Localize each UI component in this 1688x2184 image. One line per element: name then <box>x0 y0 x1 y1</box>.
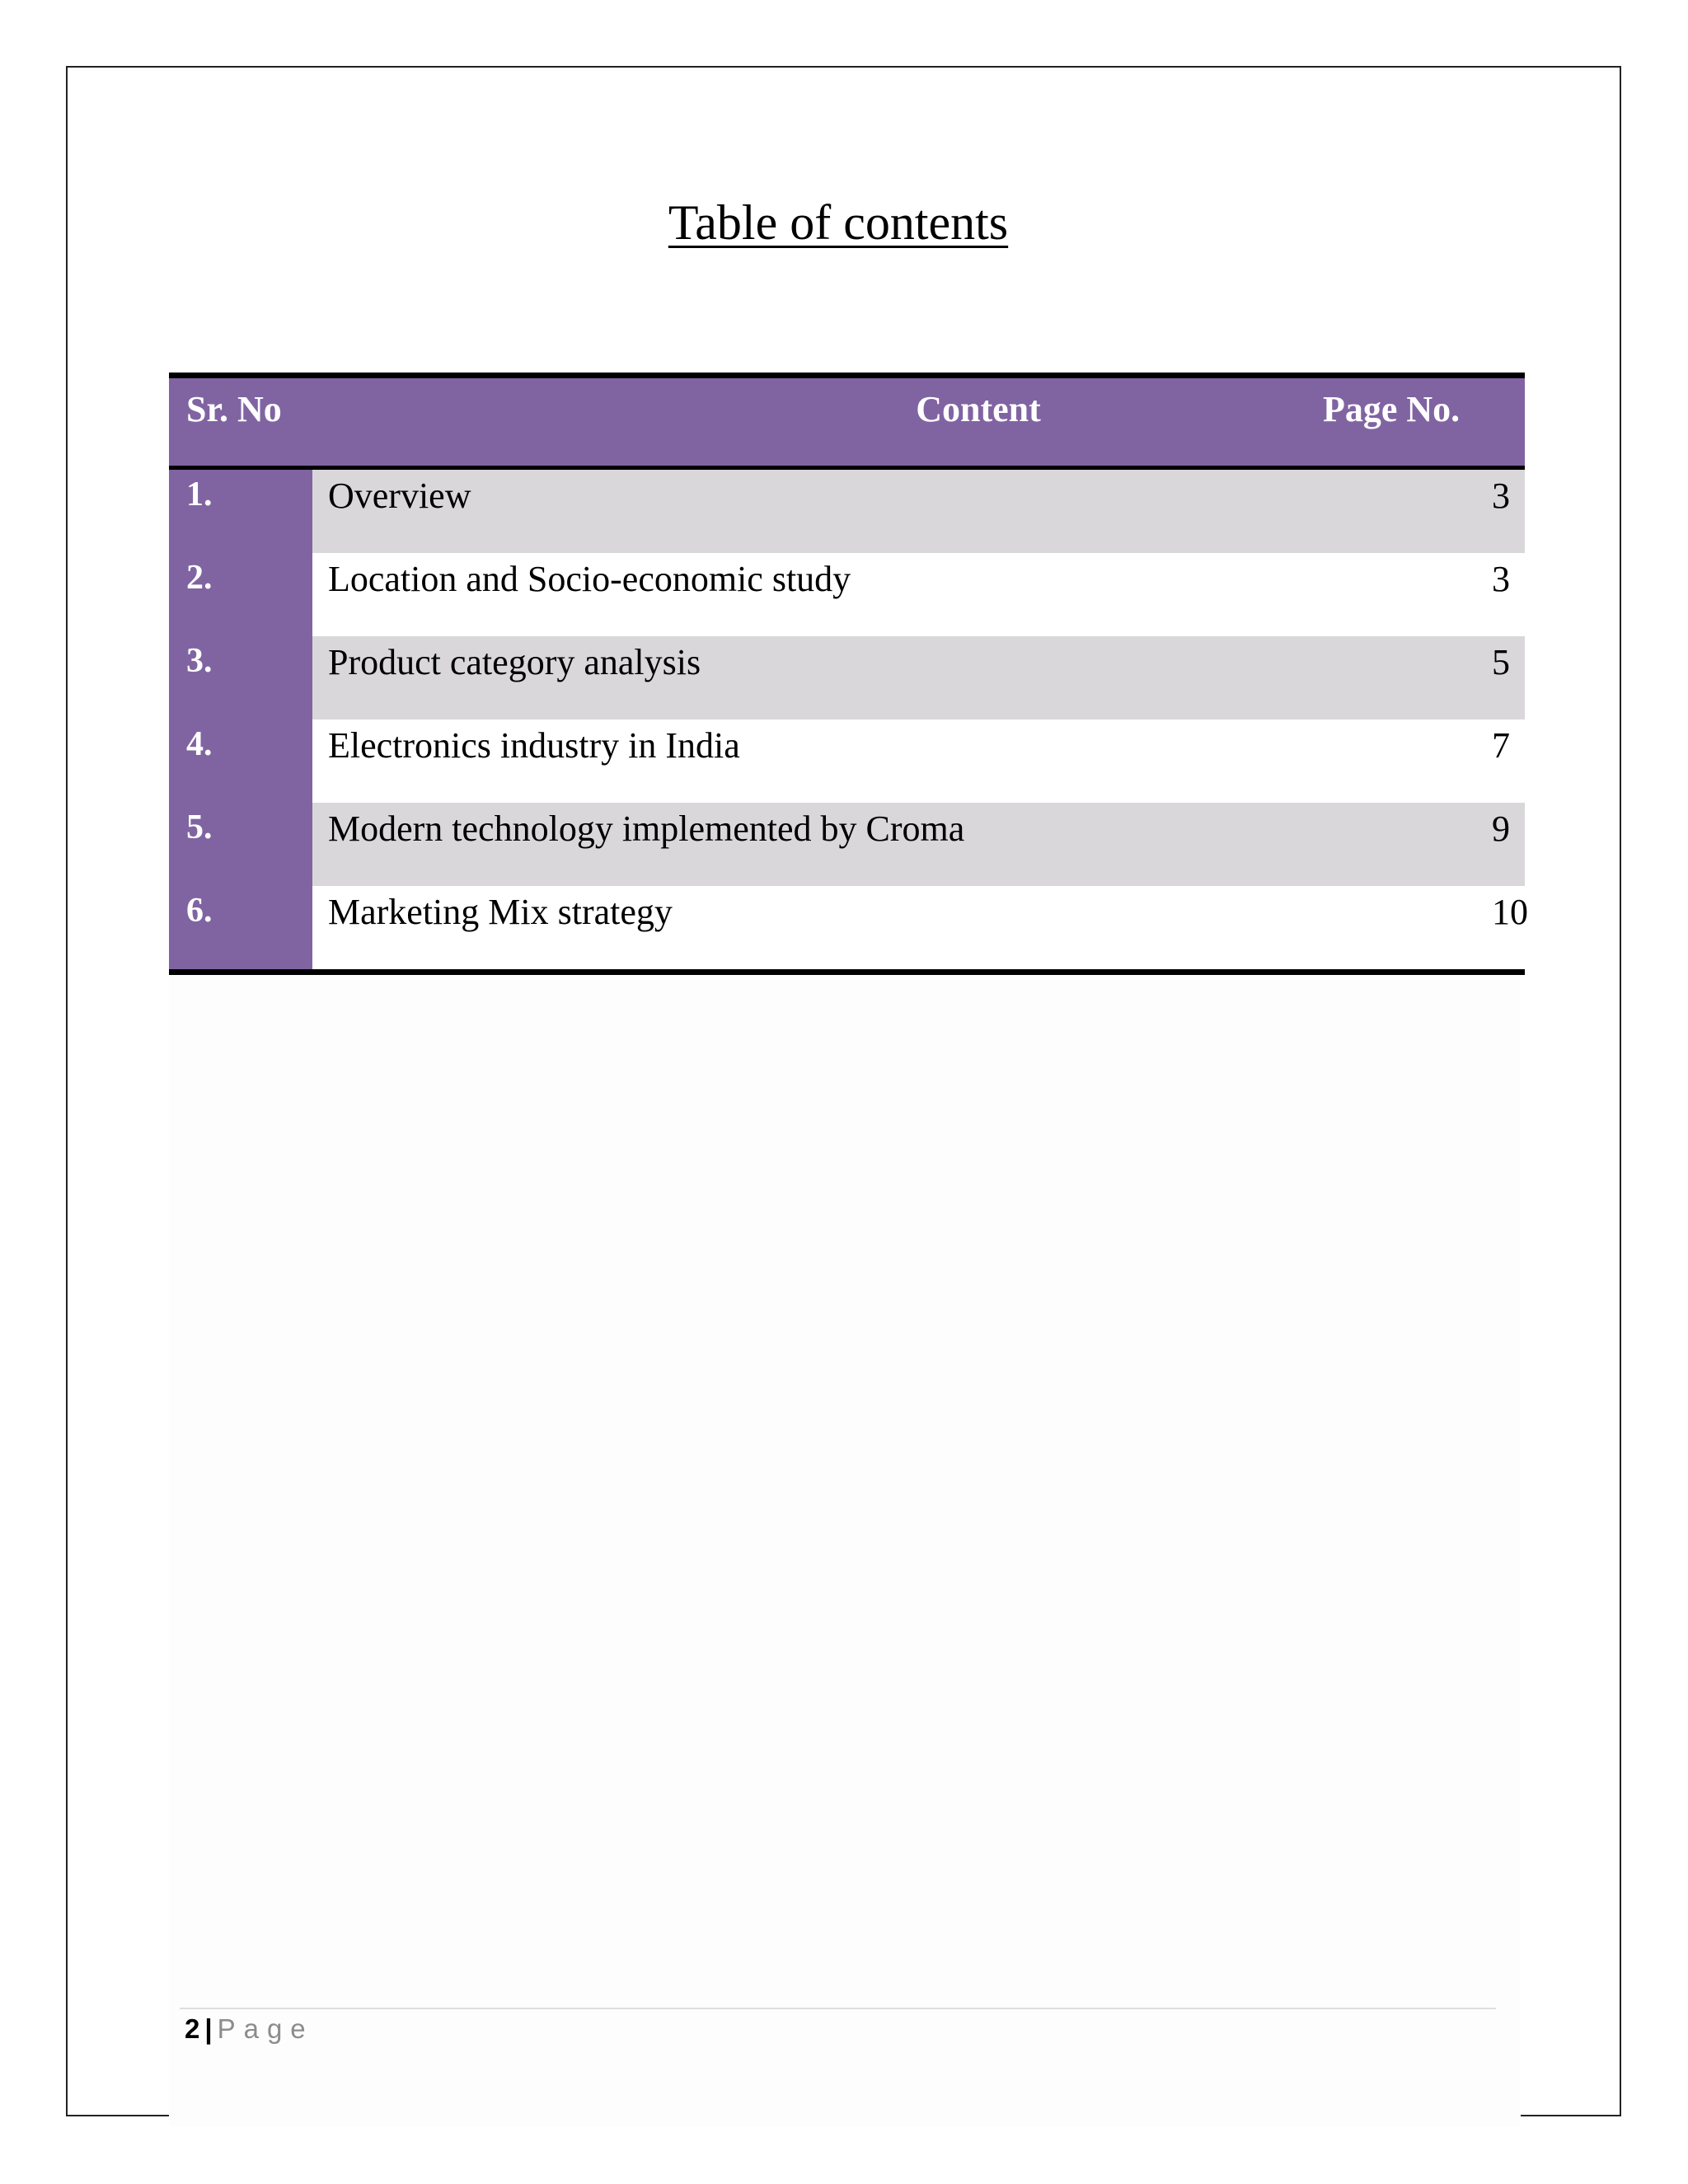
page-title: Table of contents <box>668 195 1009 250</box>
row-content: Overview <box>328 476 471 516</box>
row-content: Location and Socio-economic study <box>328 559 851 599</box>
footer-divider <box>180 2008 1496 2009</box>
table-row <box>169 553 1525 636</box>
header-sr-no: Sr. No <box>186 389 282 429</box>
row-sr-no: 6. <box>169 886 312 969</box>
header-content: Content <box>916 389 1041 429</box>
row-page-no: 3 <box>1492 559 1510 599</box>
row-sr-no: 3. <box>169 636 312 719</box>
footer-page-word: Page <box>217 2013 314 2044</box>
table-row <box>169 886 1528 969</box>
page-footer <box>185 2013 314 2045</box>
row-sr-no: 2. <box>169 553 312 636</box>
row-sr-no: 4. <box>169 719 312 803</box>
table-row <box>169 470 1525 553</box>
table-row <box>169 636 1525 719</box>
table-row <box>169 719 1525 803</box>
row-content: Modern technology implemented by Croma <box>328 808 965 849</box>
toc-table <box>169 373 1528 975</box>
footer-page-number: 2 <box>185 2013 200 2044</box>
row-page-no: 10 <box>1492 892 1528 932</box>
page-background <box>169 972 1521 2126</box>
row-page-no: 7 <box>1492 725 1510 766</box>
header-page-no: Page No. <box>1323 389 1461 429</box>
table-row <box>169 803 1525 886</box>
table-header-row <box>169 378 1525 470</box>
footer-separator: | <box>204 2013 213 2044</box>
row-page-no: 9 <box>1492 808 1510 849</box>
row-page-no: 5 <box>1492 642 1510 682</box>
row-sr-no: 5. <box>169 803 312 886</box>
row-page-no: 3 <box>1492 476 1510 516</box>
row-content: Marketing Mix strategy <box>328 892 673 932</box>
row-content: Product category analysis <box>328 642 701 682</box>
row-sr-no: 1. <box>169 470 312 553</box>
row-content: Electronics industry in India <box>328 725 740 766</box>
